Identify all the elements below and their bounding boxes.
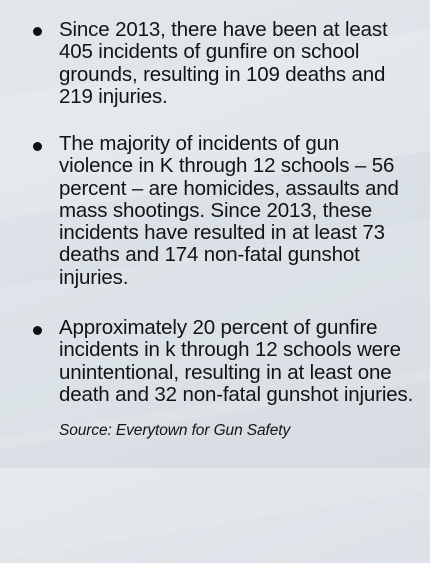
fact-text: Since 2013, there have been at least 405 incidents of gunfire on school grounds, resulting in 109 deaths and 219 injuries.: [59, 18, 388, 108]
source-credit: Source: Everytown for Gun Safety: [59, 422, 291, 439]
fact-text: The majority of incidents of gun violence in K through 12 schools – 56 percent – are homicides, assaults and mass shootings. Since 2013, these incidents have resulted in at least 73 deaths and 174 non-fatal gunshot injuries.: [59, 132, 399, 289]
bullet-dot-icon: [33, 326, 42, 335]
bullet-dot-icon: [33, 27, 42, 36]
fact-text: Approximately 20 percent of gunfire incidents in k through 12 schools were unintentional, resulting in at least one death and 32 non-fatal gunshot injuries.: [59, 316, 414, 406]
bullet-dot-icon: [33, 142, 42, 151]
